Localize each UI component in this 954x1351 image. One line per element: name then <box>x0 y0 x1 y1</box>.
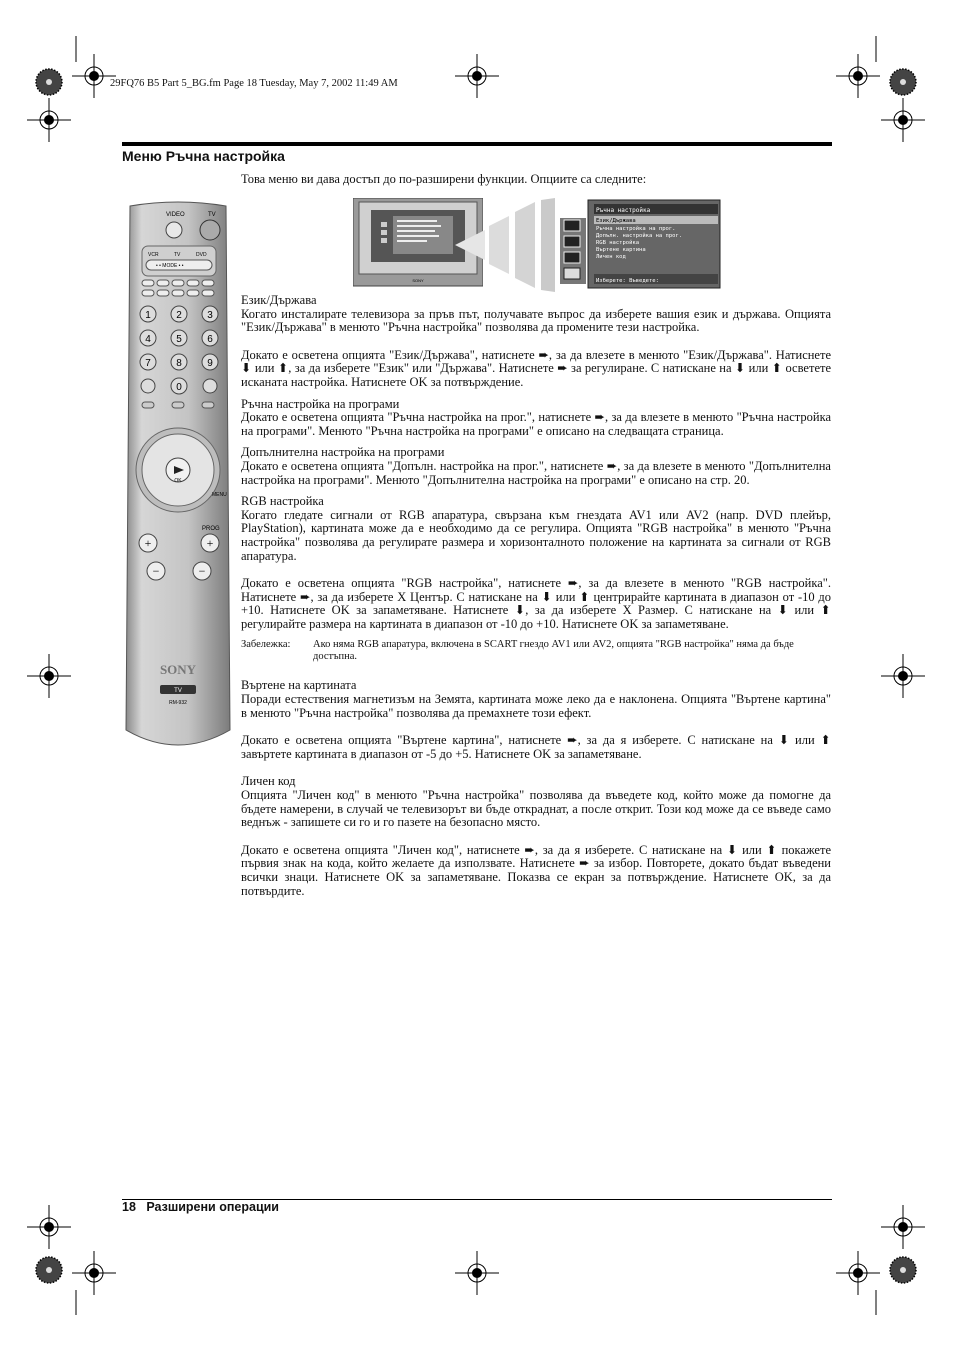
rotation-paragraph-2: Докато е осветена опцията "Въртене картина", натиснете ➨, за да я изберете. С натискане на ⬇ или ⬆ завъртете картината в диапазон от -5 до +5. Натиснете OK за запаметяване. <box>241 733 832 761</box>
svg-text:7: 7 <box>145 358 151 369</box>
osd-menu-image <box>560 198 722 290</box>
up-arrow-icon: ⬆ <box>820 603 831 618</box>
up-arrow-icon: ⬆ <box>771 361 783 376</box>
svg-text:Език/Държава: Език/Държава <box>596 218 636 224</box>
down-arrow-icon: ⬇ <box>726 842 738 857</box>
svg-text:Ръчна настройка на прог.: Ръчна настройка на прог. <box>596 226 676 232</box>
svg-text:−: − <box>198 564 206 578</box>
down-arrow-icon: ⬇ <box>241 361 252 376</box>
svg-text:RGB настройка: RGB настройка <box>596 240 640 246</box>
svg-text:DVD: DVD <box>196 252 207 258</box>
svg-text:PROG: PROG <box>202 526 220 532</box>
svg-text:• • MODE • •: • • MODE • • <box>156 263 184 269</box>
svg-text:8: 8 <box>176 358 182 369</box>
right-arrow-icon: ➨ <box>557 361 568 376</box>
up-arrow-icon: ⬆ <box>766 842 777 857</box>
svg-text:3: 3 <box>207 310 213 321</box>
lang-paragraph-1: Когато инсталирате телевизора за пръв път, получавате въпрос да изберете вашия език и държава. Опцията "Език/Държава" в менюто "Ръчна настройка" позволява да промените тези настройка. <box>241 306 831 335</box>
rgb-note <box>241 639 831 663</box>
footer-section-name: Разширени операции <box>146 1200 279 1214</box>
svg-text:RM-932: RM-932 <box>169 700 187 706</box>
pin-paragraph-1: Опцията "Личен код" в менюто "Ръчна настройка" позволява да въведете код, който може да помогне да бъдете намерени, в случай че телевизорът ви бъде откраднат, а после открит. Този код може да се въведе само веднъж - запишете си го и го пазете на безопасно място. <box>241 788 831 830</box>
svg-text:6: 6 <box>207 334 213 345</box>
remote-brand-logo: SONY <box>159 662 197 677</box>
up-arrow-icon: ⬆ <box>277 361 289 376</box>
rgb-heading: RGB настройка <box>241 494 324 509</box>
pin-paragraph-2: Докато е осветена опцията "Личен код", натиснете ➨, за да я изберете. С натискане на ⬇ или ⬆ покажете първия знак на кода, който желаете да използвате. Натиснете ➨ за избор. Повторете, докато бъдат въведени всички знаци. Натиснете OK за запаметяване. Показва се екран за потвърждение. Натиснете OK, за да потвърдите. <box>241 842 831 898</box>
down-arrow-icon: ⬇ <box>778 733 790 748</box>
right-arrow-icon: ➨ <box>579 856 590 871</box>
svg-text:VCR: VCR <box>148 252 159 258</box>
right-arrow-icon: ➨ <box>299 589 311 604</box>
right-arrow-icon: ➨ <box>567 576 579 591</box>
up-arrow-icon: ⬆ <box>820 733 832 748</box>
remote-control-illustration <box>124 200 232 755</box>
intro-text: Това меню ви дава достъп до по-разширени функции. Опциите са следните: <box>241 172 647 186</box>
down-arrow-icon: ⬇ <box>734 361 746 376</box>
file-info-header: 29FQ76 B5 Part 5_BG.fm Page 18 Tuesday, May 7, 2002 11:49 AM <box>110 78 398 89</box>
right-arrow-icon: ➨ <box>606 458 618 473</box>
section-title: Меню Ръчна настройка <box>122 148 285 164</box>
up-arrow-icon: ⬆ <box>579 589 590 604</box>
right-arrow-icon: ➨ <box>567 733 578 748</box>
svg-text:+: + <box>144 536 152 550</box>
osd-title: Ръчна настройка <box>596 207 651 214</box>
zoom-beams <box>455 198 565 292</box>
svg-text:TV: TV <box>174 688 182 694</box>
svg-text:MENU: MENU <box>212 492 227 498</box>
down-arrow-icon: ⬇ <box>777 603 789 618</box>
rgb-paragraph-1: Когато гледате сигнали от RGB апаратура, свързана към гнездата AV1 или AV2 (напр. DVD плейър, PlayStation), картината може да е необходимо да се регулира. Опцията "RGB настройка" в менюто "Ръчна настройка" позволява да регулирате размера и хоризонталното положение на картината за сигнали от RGB апаратура. <box>241 507 831 563</box>
svg-text:2: 2 <box>176 310 182 321</box>
svg-text:9: 9 <box>207 358 213 369</box>
svg-text:4: 4 <box>145 334 151 345</box>
svg-text:TV: TV <box>174 252 181 258</box>
pin-heading: Личен код <box>241 774 296 789</box>
down-arrow-icon: ⬇ <box>514 603 526 618</box>
svg-text:Допълн. настройка на прог.: Допълн. настройка на прог. <box>596 233 683 239</box>
rgb-paragraph-2: Докато е осветена опцията "RGB настройка", натиснете ➨, за да влезете в менюто "RGB настройка". Натиснете ➨, за да изберете X Център. С натискане на ⬇ или ⬆ центрирайте картината в диапазон от -10 до +10. Натиснете OK за запаметяване. Натиснете ⬇, за да изберете X Размер. С натискане на ⬇ или ⬆ регулирайте размера на картината в диапазон от -10 до +10. Натиснете OK за запаметяване. <box>241 576 831 631</box>
svg-text:−: − <box>152 564 160 578</box>
right-arrow-icon: ➨ <box>524 842 535 857</box>
lang-paragraph-2: Докато е осветена опцията "Език/Държава", натиснете ➨, за да влезете в менюто "Език/Държава". Натиснете ⬇ или ⬆, за да изберете "Език" или "Държава". Натиснете ➨ за регулиране. С натискане на ⬇ или ⬆ осветете исканата настройка. Натиснете OK за потвърждение. <box>241 347 831 389</box>
tv-label: TV <box>208 212 216 218</box>
svg-text:5: 5 <box>176 334 182 345</box>
page-number: 18 <box>122 1200 136 1214</box>
tv-brand-logo: SONY <box>412 278 424 283</box>
note-text: Ако няма RGB апаратура, включена в SCART гнездо AV1 или AV2, опцията "RGB настройка" няма да бъде достъпна. <box>313 639 794 663</box>
rotation-heading: Въртене на картината <box>241 678 357 693</box>
title-rule <box>122 142 832 146</box>
video-label: VIDEO <box>166 212 185 218</box>
svg-text:Изберете: Въведете:: Изберете: Въведете: <box>596 278 659 284</box>
right-arrow-icon: ➨ <box>538 347 549 362</box>
extra-paragraph: Докато е осветена опцията "Допълн. настройка на прог.", натиснете ➨, за да влезете в менюто "Допълнителна настройка на програми". Менюто "Допълнителна настройка на програми" е описано на стр. 20. <box>241 458 831 487</box>
note-label: Забележка: <box>241 639 291 651</box>
rotation-paragraph-1: Поради естествения магнетизъм на Земята, картината може леко да е наклонена. Опцията "Въртене картина" в менюто "Ръчна настройка" позволява да премахнете този ефект. <box>241 692 831 720</box>
svg-text:+: + <box>206 536 214 550</box>
svg-text:OK: OK <box>174 478 182 484</box>
right-arrow-icon: ➨ <box>594 410 606 425</box>
manual-heading: Ръчна настройка на програми <box>241 396 400 411</box>
svg-text:Личен код: Личен код <box>596 254 626 260</box>
lang-heading: Език/Държава <box>241 293 317 307</box>
page-footer <box>122 1200 279 1214</box>
svg-text:Въртене картина: Въртене картина <box>596 247 646 253</box>
content-body <box>241 294 831 898</box>
down-arrow-icon: ⬇ <box>541 589 553 604</box>
manual-paragraph: Докато е осветена опцията "Ръчна настройка на прог.", натиснете ➨, за да влезете в менюто "Ръчна настройка на програми". Менюто "Ръчна настройка на програми" е описано на следващата страница. <box>241 410 831 438</box>
svg-text:1: 1 <box>145 310 151 321</box>
svg-text:0: 0 <box>176 382 182 393</box>
extra-heading: Допълнителна настройка на програми <box>241 445 445 460</box>
